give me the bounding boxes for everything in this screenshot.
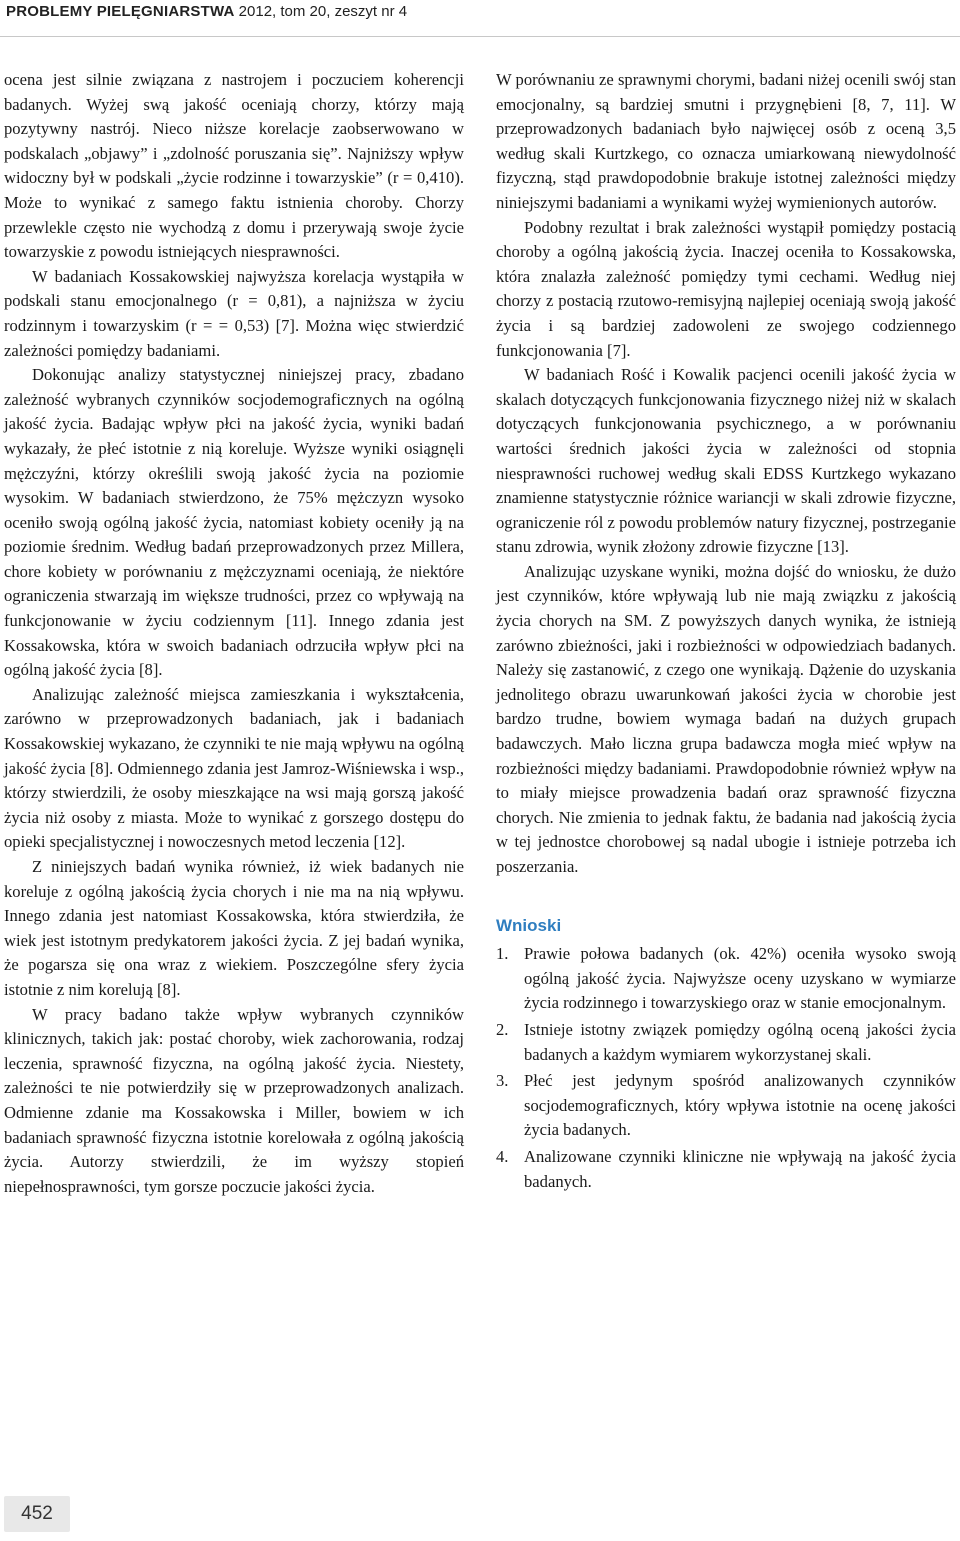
paragraph: W badaniach Kossakowskiej najwyższa korelacja wystąpiła w podskali stanu emocjonalnego (r = 0,81), a najniższa w życiu rodzinnym i towarzyskim (r = = 0,53) [7]. Można więc stwierdzić zależności pomiędzy badaniami.: [4, 266, 464, 360]
list-item-text: Prawie połowa badanych (ok. 42%) oceniła wysoko swoją ogólną jakość życia. Najwyższe oceny uzyskano w wymiarze życia rodzinnego i towarzyskiego oraz w stanie emocjonalnym.: [524, 944, 956, 1013]
right-column: [496, 68, 956, 1196]
paragraph: W porównaniu ze sprawnymi chorymi, badani niżej ocenili swój stan emocjonalny, są bardziej smutni i przygnębieni [8, 7, 11]. W przeprowadzonych badaniach było najwięcej osób z oceną 3,5 według skali Kurtzkego, co oznacza umiarkowaną niewydolność fizyczną, stąd prawdopodobnie brakuje istotnej zależności między niniejszymi badaniami a wynikami wyżej wymienionych autorów.: [496, 70, 956, 212]
paragraph: Analizując zależność miejsca zamieszkania i wykształcenia, zarówno w przeprowadzonych badaniach, jak i badaniach Kossakowskiej wykazano, że czynniki te nie mają wpływu na ogólną jakość życia [8]. Odmiennego zdania jest Jamroz-Wiśniewska i wsp., którzy stwierdzili, że osoby mieszkające na wsi mają gorszą jakość życia niż osoby z miasta. Może to wynikać z gorszego dostępu do opieki specjalistycznej i nowoczesnych metod leczenia [12].: [4, 684, 464, 852]
paragraph: Dokonując analizy statystycznej niniejszej pracy, zbadano zależność wybranych czynników socjodemograficznych na ogólną jakość życia. Badając wpływ płci na jakość życia, wyniki badań wykazały, że płeć istotnie z nią koreluje. Wyższe wyniki osiągnęli mężczyźni, którzy określili swoją jakość życia na poziomie wysokim. W badaniach stwierdzono, że 75% mężczyzn wysoko oceniło swoją ogólną jakość życia, natomiast kobiety oceniły ją na poziomie średnim. Według badań przeprowadzonych przez Millera, chore kobiety w porównaniu z mężczyznami oceniają, że niektóre ograniczenia stwarzają im większe trudności, przez co wpływają na funkcjonowanie w życiu codziennym [11]. Innego zdania jest Kossakowska, która w swoich badaniach odrzuciła wpływ płci na ogólną jakość życia [8].: [4, 365, 464, 680]
list-item: [496, 1069, 956, 1143]
conclusions-list: [496, 942, 956, 1194]
issue-info: 2012, tom 20, zeszyt nr 4: [234, 3, 408, 20]
paragraph: W badaniach Rość i Kowalik pacjenci ocenili jakość życia w skalach dotyczących funkcjonowania fizycznego niżej niż w skalach dotyczących funkcjonowania psychicznego, a w porównaniu wartości średnich jakości życia w zależności od stopnia niesprawności ruchowej według skali EDSS Kurtzkego wykazano znamienne statystycznie różnice wariancji w skali zdrowie fizyczne, ograniczenie ról z powodu problemów natury fizycznej, postrzeganie stanu zdrowia, wynik złożony zdrowie fizyczne [13].: [496, 365, 956, 557]
paragraph: Analizując uzyskane wyniki, można dojść do wniosku, że dużo jest czynników, które wpływają lub nie mają związku z jakością życia chorych na SM. Z powyższych danych wynika, że istnieją zarówno zbieżności, jaki i rozbieżności w odpowiedziach badanych. Należy się zastanowić, z czego one wynikają. Dążenie do uzyskania jednolitego obrazu uwarunkowań jakości życia w chorobie jest bardzo trudne, bowiem wymaga badań na dużych grupach badawczych. Mało liczna grupa badawcza mogła mieć wpływ na rozbieżności między badaniami. Prawdopodobnie również wpływ na to miały miejsce prowadzenia badań oraz sprawność fizyczna chorych. Nie zmienia to jednak faktu, że badania nad jakością życia w tej jednostce chorobowej są nadal ubogie i istnieje potrzeba ich poszerzania.: [496, 561, 956, 876]
list-item: [496, 1145, 956, 1194]
list-item-number: 1.: [496, 944, 509, 964]
list-item-number: 3.: [496, 1071, 509, 1091]
left-column: [4, 68, 464, 1199]
page-number: 452: [4, 1496, 70, 1532]
journal-title: [6, 3, 407, 20]
section-heading-conclusions: Wnioski: [496, 915, 562, 935]
journal-name: PROBLEMY PIELĘGNIARSTWA: [6, 3, 235, 20]
list-item: [496, 942, 956, 1016]
list-item-text: Analizowane czynniki kliniczne nie wpływają na jakość życia badanych.: [524, 1146, 956, 1191]
list-item-number: 4.: [496, 1146, 509, 1166]
paragraph: Podobny rezultat i brak zależności wystąpił pomiędzy postacią choroby a ogólną jakością życia. Inaczej oceniła to Kossakowska, która znalazła zależność pomiędzy tymi cechami. Według niej chorzy z postacią rzutowo-remisyjną najlepiej oceniają swoją jakość życia i są bardziej zadowoleni ze swojego codziennego funkcjonowania [7].: [496, 217, 956, 360]
list-item-text: Płeć jest jedynym spośród analizowanych czynników socjodemograficznych, który wpływa istotnie na ocenę jakości życia badanych.: [524, 1071, 956, 1140]
paragraph: W pracy badano także wpływ wybranych czynników klinicznych, takich jak: postać choroby, wiek zachorowania, rodzaj leczenia, sprawność fizyczna, na ogólną jakość życia. Niestety, zależności te nie potwierdziły się w przeprowadzonych analizach. Odmienne zdanie ma Kossakowska i Miller, bowiem w ich badaniach sprawność fizyczna istotnie korelowała z ogólną jakością życia. Autorzy stwierdzili, że im wyższy stopień niepełnosprawności, tym gorsze poczucie jakości życia.: [4, 1004, 464, 1196]
list-item-number: 2.: [496, 1019, 509, 1039]
running-header: [0, 0, 960, 37]
paragraph: ocena jest silnie związana z nastrojem i poczuciem koherencji badanych. Wyżej swą jakość oceniają chorzy, którzy mają pozytywny nastrój. Nieco niższe korelacje zaobserwowano w podskalach „objawy” i „zdolność poruszania się”. Najniższy wpływ widoczny był w podskali „życie rodzinne i towarzyskie” (r = 0,410). Może to wynikać z samego faktu istnienia choroby. Chorzy przewlekle często nie wychodzą z domu i przerywają swoje życie towarzyskie z powodu istniejących niesprawności.: [4, 70, 464, 262]
list-item-text: Istnieje istotny związek pomiędzy ogólną oceną jakości życia badanych a każdym wymiarem wykorzystanej skali.: [524, 1019, 956, 1064]
list-item: [496, 1018, 956, 1067]
paragraph: Z niniejszych badań wynika również, iż wiek badanych nie koreluje z ogólną jakością życia chorych i nie ma na nią wpływu. Innego zdania jest natomiast Kossakowska, która stwierdziła, że wiek jest istotnym predykatorem jakości życia. Z jej badań wynika, że pogarsza się ona wraz z wiekiem. Poszczególne sfery życia istotnie z nim korelują [8].: [4, 857, 464, 999]
